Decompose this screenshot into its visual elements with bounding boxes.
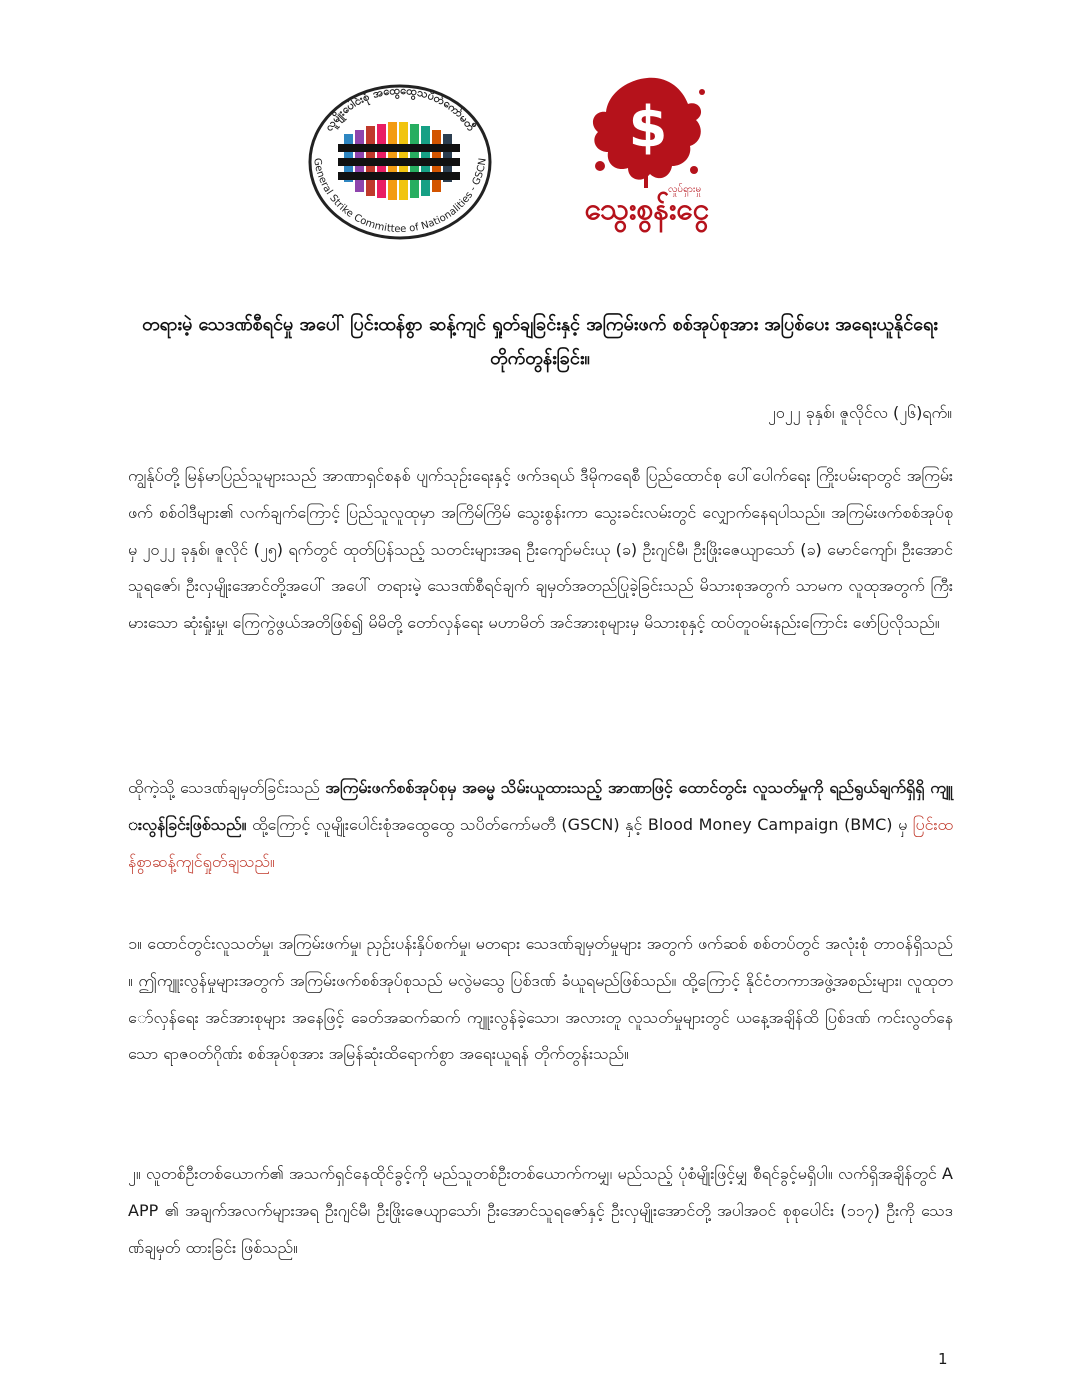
paragraph-point-1: ၁။ ထောင်တွင်းလူသတ်မှု၊ အကြမ်းဖက်မှု၊ ညှဉ်းပန်းနှိပ်စက်မှု၊ မတရား သေဒဏ်ချမှတ်မှုများ အတွက် ဖက်ဆစ် စစ်တပ်တွင် အလုံးစုံ တာဝန်ရှိသည်။ ဤကျူးလွန်မှုများအတွက် အကြမ်းဖက်စစ်အုပ်စုသည် မလွဲမသွေ ပြစ်ဒဏ် ခံယူရမည်ဖြစ်သည်။ ထို့ကြောင့် နိုင်ငံတကာအဖွဲ့အစည်းများ၊ လူထုတော်လှန်ရေး အင်အားစုများ အနေဖြင့် ခေတ်အဆက်ဆက် ကျူးလွန်ခဲ့သော၊ အလားတူ လူသတ်မှုများတွင် ယနေ့အချိန်ထိ ပြစ်ဒဏ် ကင်းလွတ်နေသော ရာဇဝတ်ဂိုဏ်း စစ်အုပ်စုအား အမြန်ဆုံးထိရောက်စွာ အရေးယူရန် တိုက်တွန်းသည်။: [128, 934, 953, 1064]
condemnation-red-text: ပြင်းထန်စွာဆန့်ကျင်ရှုတ်ချသည်။: [128, 814, 953, 871]
gscn-logo: [300, 82, 500, 242]
bmc-wordmark: သွေးစွန်းငွေ: [584, 192, 710, 227]
condemnation-bold-text: အကြမ်းဖက်စစ်အုပ်စုမှ အဓမ္မ သိမ်းယူထားသည့် အာဏာဖြင့် ထောင်တွင်း လူသတ်မှုကို ရည်ရွယ်ချက်ရှိရှိ ကျူးလွန်ခြင်းဖြစ်သည်။: [128, 778, 954, 834]
gscn-arc-bottom-text: General Strike Committee of Nationalities - GSCN: [311, 157, 489, 236]
paragraph-condemnation: [128, 770, 953, 880]
dollar-blood-splat-icon: [572, 70, 722, 190]
document-date: ၂၀၂၂ ခုနှစ်၊ ဇူလိုင်လ (၂၆)ရက်။: [767, 403, 952, 422]
gscn-arc-top-text: လူမျိုးပေါင်းစုံ အထွေထွေသပိတ်ကော်မတီ: [322, 83, 478, 134]
document-title: တရားမဲ့ သေဒဏ်စီရင်မှု အပေါ် ပြင်းထန်စွာ ဆန့်ကျင် ရှုတ်ချခြင်းနှင့် အကြမ်းဖက် စစ်အုပ်စုအား အပြစ်ပေး အရေးယူနိုင်ရေး တိုက်တွန်းခြင်း။: [142, 314, 938, 369]
svg-text:$: $: [628, 95, 668, 160]
condemnation-lead-text: ထိုကဲ့သို့ သေဒဏ်ချမှတ်ခြင်းသည်: [128, 778, 326, 797]
bmc-small-text: လှုပ်ရှားမှု: [668, 184, 702, 195]
page-number: 1: [938, 1350, 948, 1368]
condemnation-mid-text: ထို့ကြောင့် လူမျိုးပေါင်းစုံအထွေထွေ သပိတ်ကော်မတီ (GSCN) နှင့် Blood Money Campaign (BMC) မှ: [246, 814, 913, 834]
gscn-emblem-icon: [300, 82, 500, 242]
paragraph-point-2: ၂။ လူတစ်ဦးတစ်ယောက်၏ အသက်ရှင်နေထိုင်ခွင့်ကို မည်သူတစ်ဦးတစ်ယောက်ကမျှ၊ မည်သည့် ပုံစံမျိုးဖြင့်မျှ စီရင်ခွင့်မရှိပါ။ လက်ရှိအချိန်တွင် AAPP ၏ အချက်အလက်များအရ ဦးဂျင်မီ၊ ဦးဖြိုးဇေယျာသော်၊ ဦးအောင်သူရဇော်နှင့် ဦးလှမျိုးအောင်တို့ အပါအဝင် စုစုပေါင်း (၁၁၇) ဦးကို သေဒဏ်ချမှတ် ထားခြင်း ဖြစ်သည်။: [128, 1164, 954, 1257]
bmc-logo: [572, 70, 722, 245]
paragraph-intro: ကျွန်ုပ်တို့ မြန်မာပြည်သူများသည် အာဏာရှင်စနစ် ပျက်သုဉ်းရေးနှင့် ဖက်ဒရယ် ဒီမိုကရေစီ ပြည်ထောင်စု ပေါ်ပေါက်ရေး ကြိုးပမ်းရာတွင် အကြမ်းဖက် စစ်ဝါဒီများ၏ လက်ချက်ကြောင့် ပြည်သူလူထုမှာ အကြိမ်ကြိမ် သွေးစွန်းကာ သွေးခင်းလမ်းတွင် လျှောက်နေရပါသည်။ အကြမ်းဖက်စစ်အုပ်စုမှ ၂၀၂၂ ခုနှစ်၊ ဇူလိုင် (၂၅) ရက်တွင် ထုတ်ပြန်သည့် သတင်းများအရ ဦးကျော်မင်းယု (ခ) ဦးဂျင်မီ၊ ဦးဖြိုးဇေယျာသော် (ခ) မောင်ကျော်၊ ဦးအောင်သူရဇော်၊ ဦးလှမျိုးအောင်တို့အပေါ် အပေါ် တရားမဲ့ သေဒဏ်စီရင်ချက် ချမှတ်အတည်ပြုခဲ့ခြင်းသည် မိသားစုအတွက် သာမက လူထုအတွက် ကြီးမားသော ဆုံးရှုံးမှု၊ ကြေကွဲဖွယ်အတိဖြစ်၍ မိမိတို့ တော်လှန်ရေး မဟာမိတ် အင်အားစုများမှ မိသားစုနှင့် ထပ်တူဝမ်းနည်းကြောင်း ဖော်ပြလိုသည်။: [128, 466, 953, 633]
